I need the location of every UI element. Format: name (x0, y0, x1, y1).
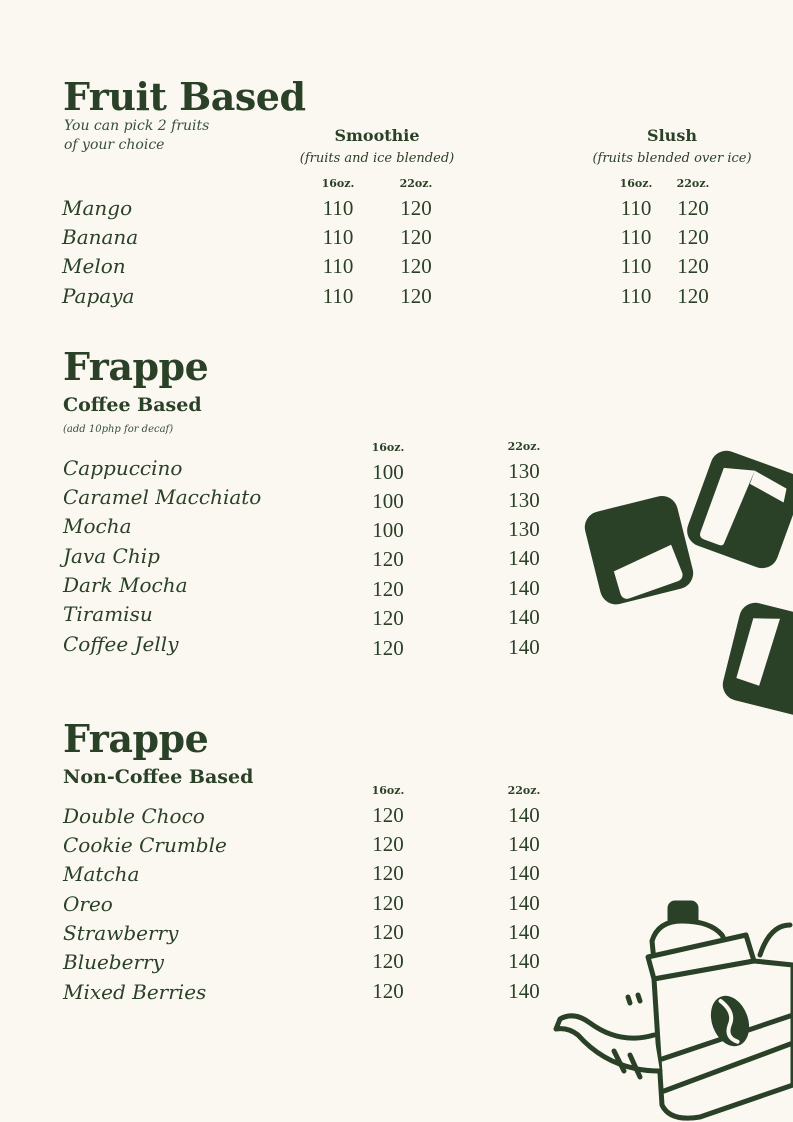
fruit-item-name: Papaya (62, 284, 135, 308)
coffee-price-16: 120 (372, 547, 404, 571)
noncoffee-item-name: Oreo (63, 892, 113, 916)
slush-price-16: 110 (620, 225, 652, 249)
fruit-item-name: Banana (62, 225, 139, 249)
smoothie-price-16: 110 (322, 225, 354, 249)
coffee-price-22: 130 (508, 459, 540, 483)
slush-column-header: Slush (647, 126, 697, 145)
fruit-item-name: Mango (62, 196, 133, 220)
noncoffee-section-title: Frappe (63, 716, 209, 761)
slush-price-22: 120 (677, 284, 709, 308)
noncoffee-price-16: 120 (372, 891, 404, 915)
slush-price-22: 120 (677, 196, 709, 220)
smoothie-size-22: 22oz. (399, 177, 433, 190)
coffee-price-16: 100 (372, 489, 404, 513)
noncoffee-item-name: Blueberry (63, 950, 164, 974)
teapot-kettle-icon (550, 895, 793, 1122)
noncoffee-size-22: 22oz. (507, 784, 541, 797)
noncoffee-item-name: Matcha (63, 862, 140, 886)
coffee-price-16: 120 (372, 606, 404, 630)
smoothie-column-header: Smoothie (334, 126, 420, 145)
smoothie-column-desc: (fruits and ice blended) (299, 151, 455, 166)
noncoffee-price-16: 120 (372, 949, 404, 973)
noncoffee-price-16: 120 (372, 920, 404, 944)
coffee-item-name: Cappuccino (63, 456, 183, 480)
noncoffee-price-22: 140 (508, 920, 540, 944)
coffee-section-title: Frappe (63, 344, 209, 389)
noncoffee-price-16: 120 (372, 803, 404, 827)
coffee-price-22: 140 (508, 576, 540, 600)
coffee-price-22: 130 (508, 517, 540, 541)
coffee-price-22: 130 (508, 488, 540, 512)
coffee-size-22: 22oz. (507, 440, 541, 453)
noncoffee-price-22: 140 (508, 949, 540, 973)
coffee-price-22: 140 (508, 635, 540, 659)
noncoffee-price-22: 140 (508, 861, 540, 885)
slush-price-16: 110 (620, 254, 652, 278)
noncoffee-price-22: 140 (508, 803, 540, 827)
smoothie-price-22: 120 (400, 254, 432, 278)
coffee-item-name: Java Chip (63, 544, 160, 568)
coffee-item-name: Tiramisu (63, 602, 153, 626)
noncoffee-item-name: Strawberry (63, 921, 179, 945)
slush-price-22: 120 (677, 254, 709, 278)
slush-column-desc: (fruits blended over ice) (592, 151, 752, 166)
smoothie-price-16: 110 (322, 196, 354, 220)
smoothie-size-16: 16oz. (321, 177, 355, 190)
fruit-item-name: Melon (62, 254, 126, 278)
coffee-section-subtitle: Coffee Based (63, 394, 202, 416)
coffee-price-22: 140 (508, 546, 540, 570)
coffee-item-name: Caramel Macchiato (63, 485, 262, 509)
smoothie-price-22: 120 (400, 284, 432, 308)
smoothie-price-16: 110 (322, 284, 354, 308)
smoothie-price-22: 120 (400, 225, 432, 249)
noncoffee-price-22: 140 (508, 979, 540, 1003)
smoothie-price-16: 110 (322, 254, 354, 278)
noncoffee-price-16: 120 (372, 832, 404, 856)
smoothie-price-22: 120 (400, 196, 432, 220)
slush-price-16: 110 (620, 196, 652, 220)
coffee-price-22: 140 (508, 605, 540, 629)
fruit-section-title: Fruit Based (63, 74, 306, 119)
coffee-size-16: 16oz. (371, 441, 405, 454)
noncoffee-price-16: 120 (372, 861, 404, 885)
coffee-price-16: 100 (372, 460, 404, 484)
noncoffee-price-16: 120 (372, 979, 404, 1003)
noncoffee-item-name: Mixed Berries (63, 980, 207, 1004)
coffee-item-name: Coffee Jelly (63, 632, 179, 656)
slush-size-22: 22oz. (676, 177, 710, 190)
coffee-item-name: Mocha (63, 514, 132, 538)
slush-price-16: 110 (620, 284, 652, 308)
coffee-price-16: 120 (372, 636, 404, 660)
coffee-price-16: 100 (372, 518, 404, 542)
coffee-price-16: 120 (372, 577, 404, 601)
slush-price-22: 120 (677, 225, 709, 249)
noncoffee-item-name: Double Choco (63, 804, 205, 828)
fruit-note-line2: of your choice (64, 137, 165, 153)
noncoffee-price-22: 140 (508, 891, 540, 915)
decaf-note: (add 10php for decaf) (63, 424, 174, 435)
noncoffee-section-subtitle: Non-Coffee Based (63, 766, 254, 788)
noncoffee-price-22: 140 (508, 832, 540, 856)
slush-size-16: 16oz. (619, 177, 653, 190)
noncoffee-size-16: 16oz. (371, 784, 405, 797)
noncoffee-item-name: Cookie Crumble (63, 833, 227, 857)
fruit-note-line1: You can pick 2 fruits (64, 118, 210, 134)
ice-cube-icon (580, 450, 793, 735)
coffee-item-name: Dark Mocha (63, 573, 188, 597)
